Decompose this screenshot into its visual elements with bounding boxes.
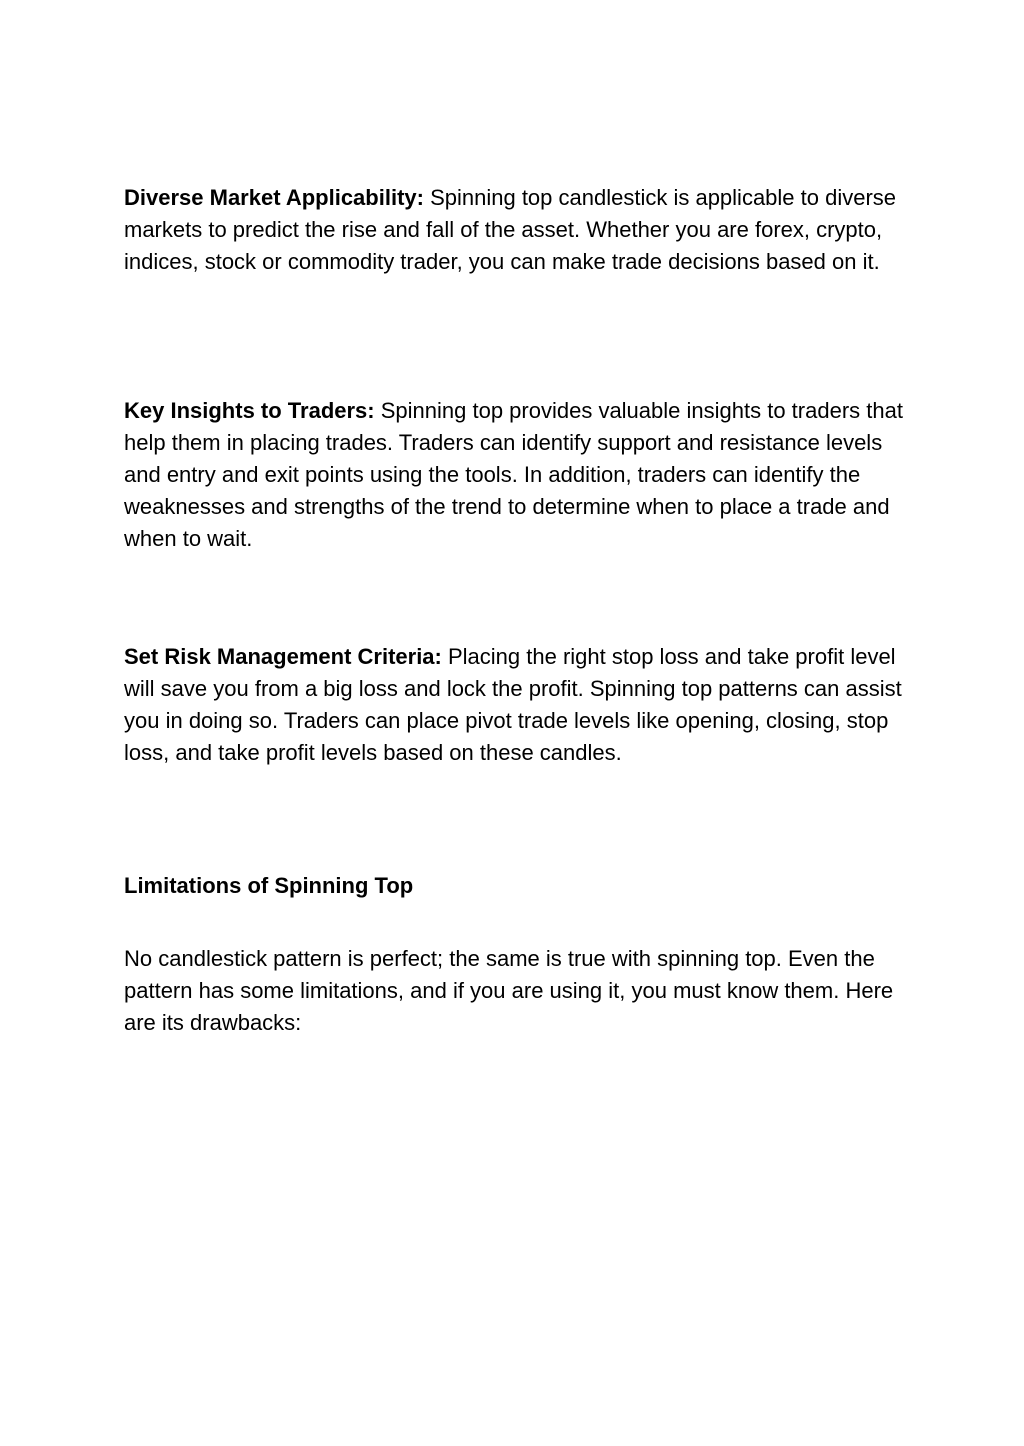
paragraph-body: Placing the right stop loss and take profit level will save you from a big loss and lock the profit. Spinning top patterns can assist you in doing so. Traders can place pivot trade levels like opening, closing, stop loss, and take profit levels based on these candles.: [124, 644, 902, 765]
section-heading: Limitations of Spinning Top: [124, 873, 414, 898]
paragraph-body: Spinning top provides valuable insights to traders that help them in placing trades. Traders can identify support and resistance levels and entry and exit points using the tools. In addition, traders can identify the weaknesses and strengths of the trend to determine when to place a trade and when to wait.: [124, 398, 903, 551]
paragraph-diverse-market-applicability: [124, 182, 914, 278]
paragraph-body: Spinning top candlestick is applicable to diverse markets to predict the rise and fall of the asset. Whether you are forex, crypto, indices, stock or commodity trader, you can make trade decisions based on it.: [124, 185, 897, 274]
paragraph-key-insights-to-traders: [124, 395, 914, 555]
paragraph-set-risk-management-criteria: [124, 641, 914, 769]
paragraph-lead: Key Insights to Traders:: [124, 398, 375, 423]
paragraph-lead: Set Risk Management Criteria:: [124, 644, 442, 669]
paragraph-limitations-intro: No candlestick pattern is perfect; the same is true with spinning top. Even the pattern has some limitations, and if you are using it, you must know them. Here are its drawbacks:: [124, 946, 894, 1035]
paragraph-lead: Diverse Market Applicability:: [124, 185, 424, 210]
